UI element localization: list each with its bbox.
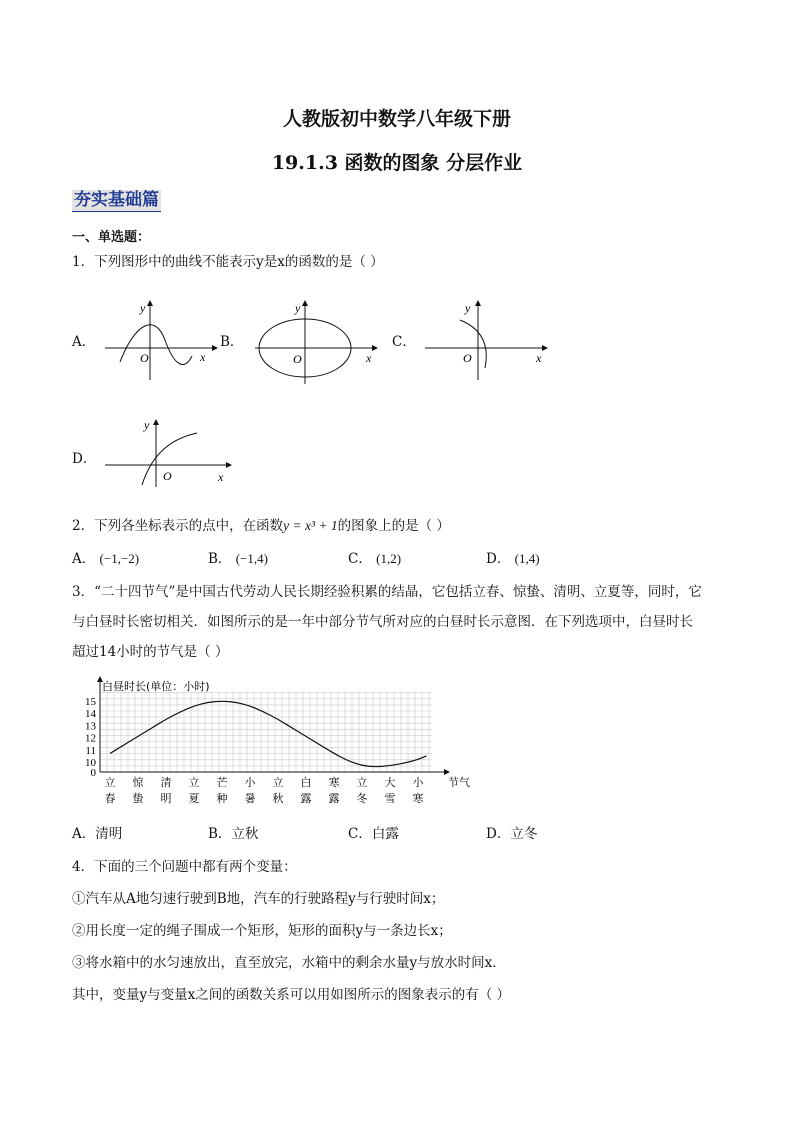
q1-graph-a: [100, 298, 220, 388]
chart-grid: [100, 692, 432, 772]
x-axis-arrow: [444, 769, 450, 775]
q1-graph-b: [250, 298, 380, 388]
x-category-label: 白: [300, 776, 312, 789]
q1d-x-label: x: [218, 470, 224, 484]
q2-option-a: A． (−1,−2): [72, 551, 140, 567]
q1c-y-label: y: [465, 301, 471, 315]
q2-stem-end: 的图象上的是（ ）: [337, 518, 450, 534]
x-category-label: 暑: [244, 792, 256, 805]
x-category-label: 秋: [272, 792, 284, 805]
q1-option-b: B．: [220, 334, 244, 350]
q1b-y-label: y: [295, 301, 301, 315]
q4-item-1: ①汽车从A地匀速行驶到B地，汽车的行驶路程y与行驶时间x；: [72, 891, 445, 907]
x-category-label: 蛰: [132, 792, 144, 805]
x-category-label: 立: [104, 776, 116, 789]
x-category-label: 小: [412, 776, 424, 789]
q4-item-2: ②用长度一定的绳子围成一个矩形，矩形的面积y与一条边长x；: [72, 923, 452, 939]
q1-option-d: D．: [72, 451, 97, 467]
x-category-label: 种: [216, 792, 228, 805]
x-category-label: 大: [384, 776, 396, 789]
x-category-label: 夏: [188, 792, 200, 805]
q1a-y-label: y: [140, 301, 146, 315]
q2-function: y = x³ + 1: [283, 518, 338, 533]
x-category-label: 立: [272, 776, 284, 789]
q1b-origin: O: [293, 352, 302, 366]
x-category-label: 寒: [412, 792, 424, 805]
q3-option-b: B．立秋: [208, 826, 259, 842]
q3-option-d: D．立冬: [486, 826, 538, 842]
q3-line1: 3．“二十四节气”是中国古代劳动人民长期经验积累的结晶，它包括立春、惊蛰、清明、立夏等，同时，它: [72, 584, 702, 600]
chart-y-ticks: [85, 696, 97, 779]
q3-option-a: A．清明: [72, 826, 123, 842]
q4-question: 其中，变量y与变量x之间的函数关系可以用如图所示的图象表示的有（ ）: [72, 987, 511, 1003]
q1d-y-label: y: [144, 418, 150, 432]
q1a-x-label: x: [200, 350, 206, 364]
chart-x-label: 节气: [448, 776, 470, 789]
chart-title: 白昼时长(单位：小时): [102, 680, 210, 693]
x-category-label: 立: [356, 776, 368, 789]
x-category-label: 芒: [216, 776, 228, 789]
q3-line3: 超过14小时的节气是（ ）: [72, 644, 229, 660]
q3-line2: 与白昼时长密切相关．如图所示的是一年中部分节气所对应的白昼时长示意图．在下列选项中，白昼时长: [72, 614, 693, 630]
document-subtitle: 19.1.3 函数的图象 分层作业: [271, 152, 523, 174]
q1a-origin: O: [140, 351, 149, 365]
q1b-x-label: x: [366, 351, 372, 365]
q4-intro: 4．下面的三个问题中都有两个变量：: [72, 859, 297, 875]
q3-option-c: C．白露: [348, 826, 399, 842]
y-tick-label: 0: [90, 767, 96, 779]
x-category-label: 寒: [328, 776, 340, 789]
chart-x-categories: [105, 775, 425, 805]
x-category-label: 冬: [356, 792, 368, 805]
y-tick-label: 10: [85, 757, 96, 769]
x-category-label: 立: [188, 776, 200, 789]
x-category-label: 清: [160, 776, 172, 789]
q1d-origin: O: [163, 469, 172, 483]
daylight-chart: [72, 672, 472, 812]
y-tick-label: 12: [85, 732, 96, 745]
y-tick-label: 13: [85, 720, 96, 733]
x-category-label: 露: [328, 792, 340, 805]
document-title: 人教版初中数学八年级下册: [282, 108, 511, 130]
x-category-label: 雪: [384, 792, 396, 805]
x-category-label: 小: [244, 776, 256, 789]
q2-option-c: C． (1,2): [348, 551, 402, 567]
q1-option-a: A．: [72, 334, 96, 350]
x-category-label: 春: [104, 792, 116, 805]
x-category-label: 明: [160, 792, 172, 805]
q2-option-b: B． (−1,4): [208, 551, 268, 567]
q1c-origin: O: [463, 351, 472, 365]
q2-option-d: D． (1,4): [486, 551, 540, 567]
q1-option-c: C．: [392, 334, 416, 350]
q1-graph-c: [420, 298, 550, 388]
part-heading: 一、单选题：: [72, 230, 151, 245]
y-tick-label: 15: [85, 696, 96, 708]
y-tick-label: 11: [85, 744, 96, 757]
q1-graph-d: [100, 415, 240, 490]
section-banner: 夯实基础篇: [74, 190, 159, 210]
q1c-x-label: x: [536, 351, 542, 365]
q1-text: 1．下列图形中的曲线不能表示y是x的函数的是（ ）: [72, 254, 384, 270]
x-category-label: 惊: [132, 776, 144, 789]
x-category-label: 露: [300, 792, 312, 805]
y-tick-label: 14: [85, 708, 96, 721]
q2-text: [72, 514, 450, 534]
q2-stem: 2．下列各坐标表示的点中，在函数: [72, 518, 284, 534]
q4-item-3: ③将水箱中的水匀速放出，直至放完，水箱中的剩余水量y与放水时间x．: [72, 955, 506, 971]
